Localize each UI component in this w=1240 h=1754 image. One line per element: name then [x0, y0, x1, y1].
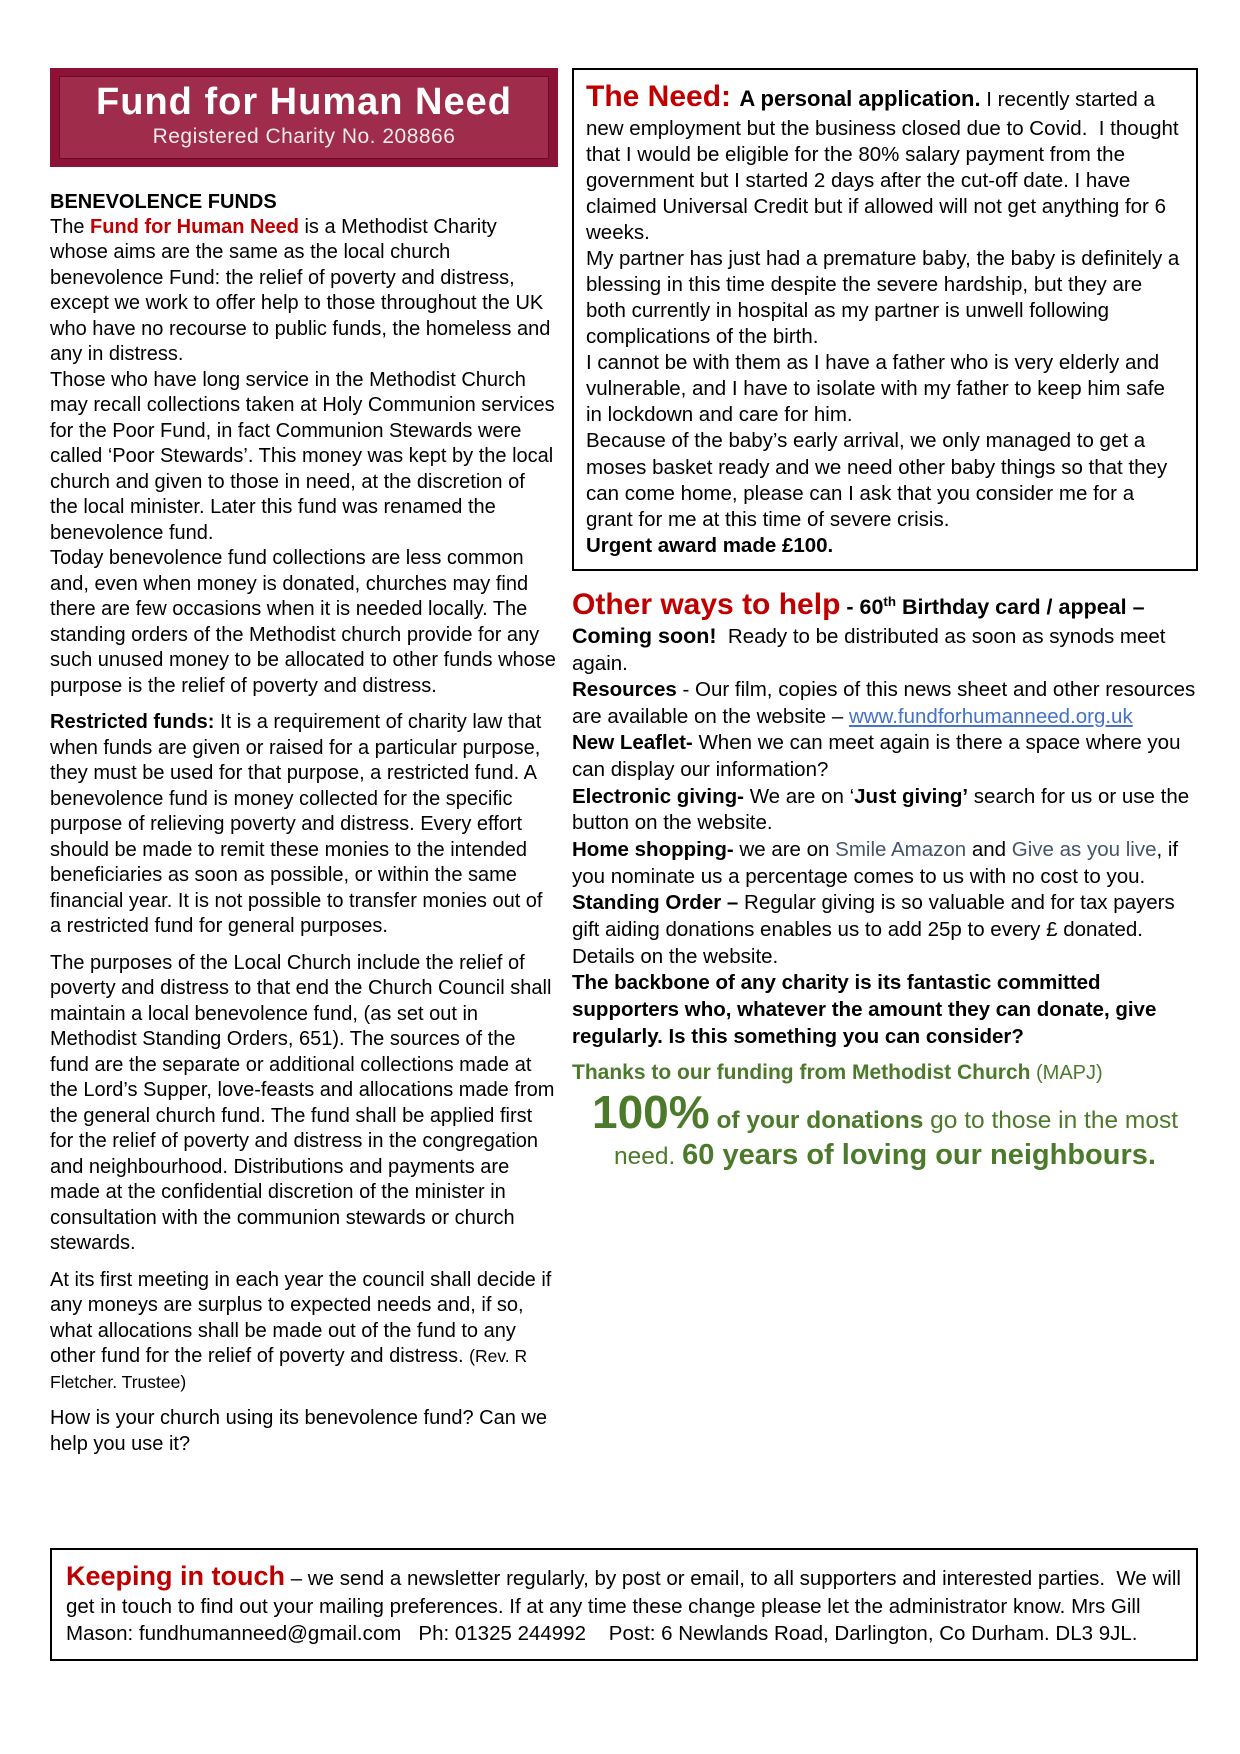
need-paragraph-baby: My partner has just had a premature baby, the baby is definitely a blessing in this time despite the severe hardship, but they are both currently in hospital as my partner is unwell following complications of the birth.	[586, 247, 1186, 349]
restricted-funds-label: Restricted funds:	[50, 711, 215, 734]
funding-thanks-line	[572, 1060, 1198, 1086]
other-ways-heading: Other ways to help	[572, 587, 841, 621]
paragraph-church-question: How is your church using its benevolence fund? Can we help you use it?	[50, 1407, 553, 1455]
paragraph-intro	[50, 215, 558, 368]
backbone-statement: The backbone of any charity is its fantastic committed supporters who, whatever the amount they can donate, give regularly. Is this something you can consider?	[572, 971, 1163, 1048]
other-ways-section	[572, 587, 1201, 1051]
charity-title: Fund for Human Need	[96, 81, 512, 123]
intro-pre-text: The	[50, 215, 91, 238]
need-paragraph-father: I cannot be with them as I have a father who is very elderly and vulnerable, and I have to isolate with my father to keep him safe in lockdown and care for him.	[586, 351, 1171, 427]
keeping-in-touch-paragraph	[66, 1559, 1187, 1647]
donations-statement	[572, 1086, 1198, 1173]
appeal-ready-text: Ready to be distributed as soon as synods meet again.	[572, 624, 1172, 675]
funding-thanks-bold: Thanks to our funding from Methodist Church	[572, 1061, 1031, 1085]
electronic-giving-post: search for us or use the button on the website.	[572, 784, 1195, 835]
benevolence-funds-heading: BENEVOLENCE FUNDS	[50, 190, 277, 213]
need-paragraph-application	[586, 78, 1184, 246]
keeping-in-touch-text: – we send a newsletter regularly, by post or email, to all supporters and interested parties. We will get in touch to find out your mailing preferences. If at any time these change please let the administrator know. Mrs Gill Mason: fundhumanneed@gmail.com Ph: 01325 244992 Post: 6 Newlands Road, Darlington, Co Durham. DL3 9JL.	[66, 1567, 1187, 1645]
resources-item	[572, 677, 1201, 730]
other-ways-intro	[572, 587, 1198, 678]
resources-label: Resources	[572, 678, 677, 702]
website-link[interactable]: www.fundforhumanneed.org.uk	[848, 704, 1133, 728]
funding-note	[572, 1060, 1198, 1173]
award-line: Urgent award made £100.	[586, 533, 834, 557]
new-leaflet-text: When we can meet again is there a space where you can display our information?	[572, 731, 1187, 782]
give-as-you-live-link[interactable]: Give as you live	[1011, 838, 1157, 862]
standing-order-label: Standing Order –	[572, 891, 739, 915]
paragraph-poor-fund-history: Those who have long service in the Methodist Church may recall collections taken at Holy Communion services for the Poor Fund, in fact Communion Stewards were called ‘Poor Stewards’. This money was kept by the local church and given to those in need, at the discretion of the local minister. Later this fund was renamed the benevolence fund.	[50, 368, 561, 544]
paragraph-today-collections: Today benevolence fund collections are less common and, even when money is donated, churches may find there are few occasions when it is needed locally. The standing orders of the Methodist church provide for any such unused money to be allocated to other funds whose purpose is the relief of poverty and distress.	[50, 547, 562, 697]
council-meeting-text: At its first meeting in each year the council shall decide if any moneys are surplus to expected needs and, if so, what allocations shall be made out of the fund to any other fund for the relief of poverty and distress.	[50, 1268, 557, 1368]
need-paragraph-grant-request: Because of the baby’s early arrival, we only managed to get a moses basket ready and we need other baby things so that they can come home, please can I ask that you consider me for a grant for me at this time of severe crisis.	[586, 429, 1173, 531]
donations-plain: go to those in the most need.	[614, 1107, 1185, 1171]
home-shopping-pre: we are on	[733, 838, 836, 862]
birthday-post: Birthday card / appeal – Coming soon!	[572, 594, 1151, 648]
intro-post-text: is a Methodist Charity whose aims are the same as the local church benevolence Fund: the relief of poverty and distress, except we work to offer help to those throughout the UK who have no recourse to public funds, the homeless and any in distress.	[50, 215, 556, 366]
need-story-employment: I recently started a new employment but the business closed due to Covid. I thought that I would be eligible for the 80% salary payment from the government but I started 2 days after the cut-off date. I have claimed Universal Credit but if allowed will not get anything for 6 weeks.	[586, 88, 1185, 245]
home-shopping-post: , if you nominate us a percentage comes to us with no cost to you.	[572, 838, 1184, 888]
keeping-in-touch-box	[50, 1548, 1198, 1661]
keeping-in-touch-heading: Keeping in touch	[66, 1561, 285, 1591]
charity-registration-number: Registered Charity No. 208866	[152, 124, 456, 148]
the-need-box	[572, 68, 1198, 571]
smile-amazon-link[interactable]: Smile Amazon	[835, 838, 967, 862]
sixty-years-statement: 60 years of loving our neighbours.	[682, 1139, 1156, 1172]
content-columns	[50, 68, 1201, 1457]
just-giving-name: Just giving’	[854, 784, 969, 808]
left-column	[50, 68, 562, 1457]
the-need-heading: The Need:	[586, 80, 740, 113]
right-column	[572, 68, 1201, 1457]
resources-text: - Our film, copies of this news sheet and other resources are available on the website –	[572, 678, 1201, 728]
home-shopping-label: Home shopping-	[572, 838, 734, 862]
new-leaflet-label: New Leaflet-	[572, 731, 693, 755]
fund-name-inline: Fund for Human Need	[90, 215, 299, 238]
personal-application-label: A personal application.	[739, 86, 981, 111]
standing-order-item	[572, 890, 1198, 970]
paragraph-council-meeting	[50, 1268, 558, 1396]
electronic-giving-item	[572, 784, 1198, 837]
funding-mapj: (MAPJ)	[1030, 1062, 1103, 1085]
electronic-giving-label: Electronic giving-	[572, 784, 744, 808]
trustee-credit: (Rev. R Fletcher. Trustee)	[50, 1346, 533, 1392]
ordinal-suffix: th	[883, 593, 897, 609]
home-shopping-item	[572, 837, 1198, 890]
new-leaflet-item	[572, 730, 1198, 783]
restricted-funds-text: It is a requirement of charity law that when funds are given or raised for a particular purpose, they must be used for that purpose, a restricted fund. A benevolence fund is money collected for the specific purpose of relieving poverty and distress. Every effort should be made to remit these monies to the intended beneficiaries as soon as possible, or within the same financial year. It is not possible to transfer monies out of a restricted fund for general purposes.	[50, 711, 549, 938]
standing-order-text: Regular giving is so valuable and for tax payers gift aiding donations enables us to add 25p to every £ donated. Details on the website.	[572, 891, 1181, 968]
charity-masthead	[50, 68, 558, 167]
and-word: and	[966, 838, 1012, 862]
birthday-pre: - 60	[840, 594, 884, 619]
hundred-percent: 100%	[591, 1086, 710, 1139]
donations-bold: of your donations	[709, 1107, 931, 1135]
charity-masthead-panel	[59, 76, 549, 159]
electronic-giving-pre: We are on ‘	[744, 784, 855, 808]
paragraph-restricted-funds	[50, 710, 558, 940]
paragraph-local-church-purposes: The purposes of the Local Church include the relief of poverty and distress to that end the Church Council shall maintain a local benevolence fund, (as set out in Methodist Standing Orders, 651). The sources of the fund are the separate or additional collections made at the Lord’s Supper, love-feasts and allocations made from the general church fund. The fund shall be applied first for the relief of poverty and distress in the congregation and neighbourhood. Distributions and payments are made at the confidential discretion of the minister in consultation with the communion stewards or church stewards.	[50, 951, 560, 1255]
